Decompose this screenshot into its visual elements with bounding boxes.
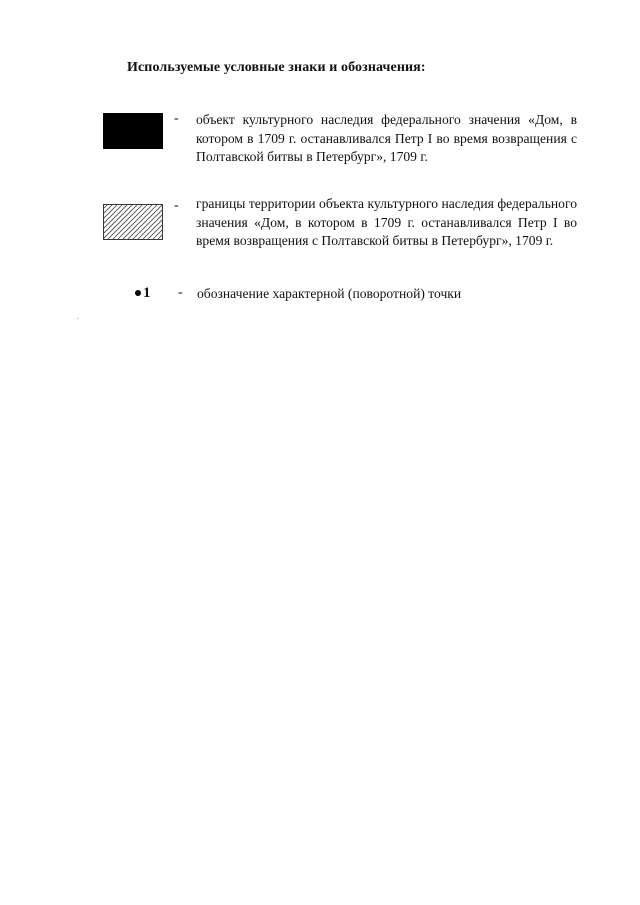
heritage-object-symbol [103,113,163,149]
characteristic-point-symbol [135,285,151,302]
legend-dash: - [178,285,183,300]
legend-dash: - [174,111,179,126]
characteristic-point-description: обозначение характерной (поворотной) точки [197,286,462,301]
heritage-object-description: объект культурного наследия федерального значения «Дом, в котором в 1709 г. останавливался Петр I во время возвращения с Полтавской битвы в Петербург», 1709 г. [196,112,577,164]
territory-boundary-symbol [103,204,163,240]
point-number-label: 1 [143,285,151,301]
legend-dash: - [174,198,179,213]
point-dot-icon [135,290,141,296]
legend-heading: Используемые условные знаки и обозначения: [127,60,426,75]
territory-boundary-description: границы территории объекта культурного наследия федерального значения «Дом, в котором в 1709 г. останавливался Петр I во время возвращения с Полтавской битвы в Петербург», 1709 г. [196,196,577,248]
scan-speck [77,318,78,319]
